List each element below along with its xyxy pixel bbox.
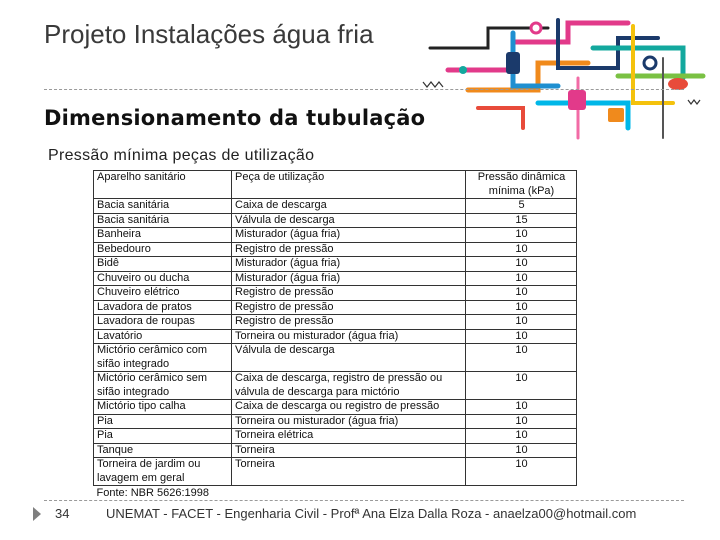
table-row: [94, 458, 577, 486]
cell-aparelho: Bebedouro: [94, 242, 232, 257]
cell-peca: Registro de pressão: [232, 242, 466, 257]
table-row: [94, 329, 577, 344]
table-row: [94, 257, 577, 272]
cell-peca: Caixa de descarga, registro de pressão ou válvula de descarga para mictório: [232, 372, 466, 400]
table-row: [94, 400, 577, 415]
cell-pressao: 10: [466, 414, 577, 429]
cell-peca: Torneira ou misturador (água fria): [232, 414, 466, 429]
table-row: [94, 199, 577, 214]
table-row: [94, 213, 577, 228]
table-row: [94, 228, 577, 243]
cell-pressao: 10: [466, 257, 577, 272]
cell-aparelho: Lavatório: [94, 329, 232, 344]
cell-pressao: 10: [466, 300, 577, 315]
cell-peca: Torneira: [232, 458, 466, 486]
table-source: Fonte: NBR 5626:1998: [96, 487, 210, 499]
page-number: 34: [55, 506, 70, 521]
cell-pressao: 10: [466, 429, 577, 444]
table-row: [94, 242, 577, 257]
top-divider: [44, 89, 684, 90]
cell-peca: Registro de pressão: [232, 315, 466, 330]
cell-aparelho: Tanque: [94, 443, 232, 458]
cell-peca: Caixa de descarga: [232, 199, 466, 214]
cell-pressao: 15: [466, 213, 577, 228]
cell-aparelho: Lavadora de roupas: [94, 315, 232, 330]
cell-aparelho: Lavadora de pratos: [94, 300, 232, 315]
cell-aparelho: Mictório cerâmico sem sifão integrado: [94, 372, 232, 400]
cell-pressao: 10: [466, 344, 577, 372]
cell-peca: Caixa de descarga ou registro de pressão: [232, 400, 466, 415]
table-row: [94, 271, 577, 286]
table-source-row: [94, 486, 577, 502]
triangle-bullet-icon: [33, 507, 41, 521]
table-caption: Pressão mínima peças de utilização: [48, 147, 315, 164]
cell-peca: Misturador (água fria): [232, 257, 466, 272]
footer-text: UNEMAT - FACET - Engenharia Civil - Profª Ana Elza Dalla Roza - anaelza00@hotmail.com: [106, 506, 637, 521]
cell-peca: Misturador (água fria): [232, 271, 466, 286]
cell-peca: Misturador (água fria): [232, 228, 466, 243]
header-aparelho: Aparelho sanitário: [94, 171, 232, 199]
table-row: [94, 300, 577, 315]
bottom-divider: [44, 500, 684, 501]
cell-aparelho: Chuveiro elétrico: [94, 286, 232, 301]
cell-peca: Torneira: [232, 443, 466, 458]
cell-aparelho: Banheira: [94, 228, 232, 243]
cell-peca: Torneira ou misturador (água fria): [232, 329, 466, 344]
cell-peca: Registro de pressão: [232, 286, 466, 301]
table-row: [94, 315, 577, 330]
cell-pressao: 10: [466, 286, 577, 301]
cell-aparelho: Bacia sanitária: [94, 213, 232, 228]
cell-aparelho: Bidê: [94, 257, 232, 272]
cell-aparelho: Chuveiro ou ducha: [94, 271, 232, 286]
table-row: [94, 429, 577, 444]
cell-aparelho: Bacia sanitária: [94, 199, 232, 214]
cell-pressao: 5: [466, 199, 577, 214]
cell-peca: Registro de pressão: [232, 300, 466, 315]
table-row: [94, 443, 577, 458]
table-row: [94, 372, 577, 400]
cell-aparelho: Torneira de jardim ou lavagem em geral: [94, 458, 232, 486]
header-peca: Peça de utilização: [232, 171, 466, 199]
cell-peca: Torneira elétrica: [232, 429, 466, 444]
table-row: [94, 344, 577, 372]
cell-aparelho: Pia: [94, 414, 232, 429]
plumbing-illustration: [418, 8, 713, 148]
cell-aparelho: Mictório tipo calha: [94, 400, 232, 415]
cell-pressao: 10: [466, 400, 577, 415]
table-row: [94, 414, 577, 429]
cell-pressao: 10: [466, 228, 577, 243]
cell-pressao: 10: [466, 242, 577, 257]
cell-pressao: 10: [466, 458, 577, 486]
cell-pressao: 10: [466, 271, 577, 286]
cell-peca: Válvula de descarga: [232, 213, 466, 228]
cell-aparelho: Mictório cerâmico com sifão integrado: [94, 344, 232, 372]
cell-pressao: 10: [466, 315, 577, 330]
pressure-table: [93, 170, 577, 501]
cell-pressao: 10: [466, 329, 577, 344]
cell-peca: Válvula de descarga: [232, 344, 466, 372]
header-pressao: Pressão dinâmica mínima (kPa): [466, 171, 577, 199]
slide-title: Projeto Instalações água fria: [44, 19, 374, 49]
table-row: [94, 286, 577, 301]
slide-subtitle: Dimensionamento da tubulação: [44, 106, 426, 130]
cell-pressao: 10: [466, 372, 577, 400]
cell-pressao: 10: [466, 443, 577, 458]
table-header-row: [94, 171, 577, 199]
cell-aparelho: Pia: [94, 429, 232, 444]
